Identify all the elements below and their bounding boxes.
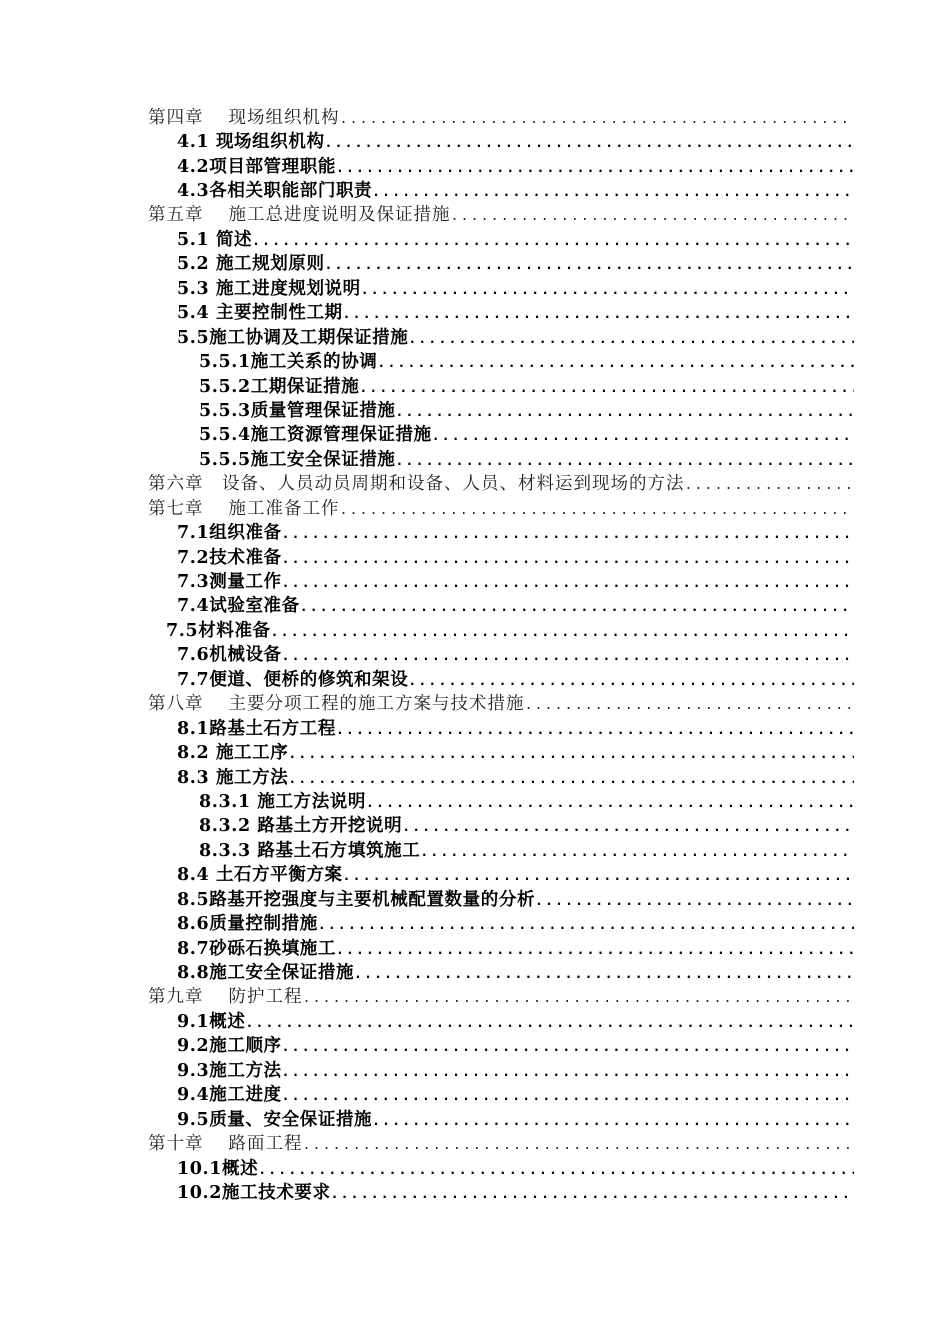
- toc-section-entry: [148, 739, 854, 763]
- toc-dot-leader: [300, 595, 854, 614]
- toc-section-entry: [148, 642, 854, 666]
- toc-entry-title: 7.6机械设备: [177, 645, 282, 666]
- toc-dot-leader: [288, 767, 854, 786]
- toc-section-entry: [148, 666, 854, 690]
- toc-entry-title: 5.3 施工进度规划说明: [177, 278, 361, 299]
- toc-dot-leader: [535, 889, 854, 908]
- toc-dot-leader: [325, 131, 854, 150]
- toc-dot-leader: [331, 1182, 854, 1201]
- toc-entry-title: 8.3.3 路基土石方填筑施工: [199, 840, 421, 861]
- toc-section-entry: [148, 886, 854, 910]
- toc-dot-leader: [325, 253, 854, 272]
- toc-section-entry: [148, 935, 854, 959]
- toc-entry-title: 5.2 施工规划原则: [177, 254, 325, 275]
- toc-section-entry: [148, 1106, 854, 1130]
- toc-dot-leader: [402, 815, 854, 834]
- toc-chapter-entry: [148, 104, 854, 128]
- toc-section-entry: [148, 544, 854, 568]
- toc-section-entry: [148, 617, 854, 641]
- toc-entry-title: 5.4 主要控制性工期: [177, 303, 343, 324]
- toc-dot-leader: [343, 302, 854, 321]
- toc-entry-title: 9.5质量、安全保证措施: [177, 1109, 373, 1130]
- toc-dot-leader: [354, 962, 854, 981]
- toc-dot-leader: [372, 180, 854, 199]
- toc-entry-title: 第十章 路面工程: [148, 1134, 303, 1155]
- toc-entry-title: 4.1 现场组织机构: [177, 132, 325, 153]
- toc-section-entry: [148, 1057, 854, 1081]
- toc-entry-title: 5.5.4施工资源管理保证措施: [199, 425, 432, 446]
- toc-section-entry: [148, 251, 854, 275]
- toc-entry-title: 第五章 施工总进度说明及保证措施: [148, 205, 451, 226]
- toc-entry-title: 10.2施工技术要求: [177, 1182, 331, 1203]
- toc-dot-leader: [366, 791, 854, 810]
- toc-entry-title: 7.1组织准备: [177, 523, 282, 544]
- toc-subsection-entry: [148, 373, 854, 397]
- toc-entry-title: 9.4施工进度: [177, 1085, 282, 1106]
- toc-dot-leader: [420, 840, 854, 859]
- toc-entry-title: 8.3.1 施工方法说明: [199, 791, 367, 812]
- toc-dot-leader: [377, 351, 854, 370]
- toc-section-entry: [148, 275, 854, 299]
- toc-entry-title: 5.5.2工期保证措施: [199, 376, 360, 397]
- toc-dot-leader: [343, 864, 854, 883]
- toc-chapter-entry: [148, 471, 854, 495]
- toc-entry-title: 8.4 土石方平衡方案: [177, 865, 343, 886]
- toc-entry-title: 9.1概述: [177, 1011, 246, 1032]
- toc-dot-leader: [396, 449, 854, 468]
- toc-entry-title: 8.7砂砾石换填施工: [177, 938, 336, 959]
- toc-dot-leader: [282, 571, 854, 590]
- toc-section-entry: [148, 1179, 854, 1203]
- toc-dot-leader: [288, 742, 854, 761]
- toc-section-entry: [148, 715, 854, 739]
- toc-entry-title: 9.3施工方法: [177, 1060, 282, 1081]
- toc-dot-leader: [252, 229, 854, 248]
- toc-entry-title: 5.5施工协调及工期保证措施: [177, 327, 409, 348]
- toc-dot-leader: [282, 1060, 854, 1079]
- toc-entry-title: 9.2施工顺序: [177, 1036, 282, 1057]
- toc-dot-leader: [336, 718, 854, 737]
- toc-entry-title: 第七章 施工准备工作: [148, 498, 340, 519]
- toc-dot-leader: [336, 938, 854, 957]
- toc-section-entry: [148, 300, 854, 324]
- toc-dot-leader: [282, 1084, 854, 1103]
- toc-dot-leader: [282, 644, 854, 663]
- toc-subsection-entry: [148, 837, 854, 861]
- toc-entry-title: 第九章 防护工程: [148, 987, 303, 1008]
- toc-subsection-entry: [148, 813, 854, 837]
- toc-entry-title: 4.3各相关职能部门职责: [177, 181, 373, 202]
- toc-dot-leader: [359, 376, 854, 395]
- toc-entry-title: 7.4试验室准备: [177, 596, 300, 617]
- toc-dot-leader: [361, 278, 854, 297]
- toc-subsection-entry: [148, 397, 854, 421]
- toc-entry-title: 第八章 主要分项工程的施工方案与技术措施: [148, 694, 525, 715]
- toc-dot-leader: [245, 1011, 854, 1030]
- toc-dot-leader: [336, 156, 854, 175]
- toc-section-entry: [148, 153, 854, 177]
- toc-section-entry: [148, 959, 854, 983]
- toc-entry-title: 7.5材料准备: [166, 620, 271, 641]
- toc-dot-leader: [271, 620, 854, 639]
- toc-entry-title: 8.3.2 路基土方开挖说明: [199, 816, 403, 837]
- toc-entry-title: 8.8施工安全保证措施: [177, 963, 355, 984]
- toc-chapter-entry: [148, 691, 854, 715]
- toc-dot-leader: [340, 107, 854, 126]
- toc-subsection-entry: [148, 348, 854, 372]
- toc-section-entry: [148, 177, 854, 201]
- toc-dot-leader: [282, 1035, 854, 1054]
- toc-section-entry: [148, 128, 854, 152]
- toc-section-entry: [148, 1082, 854, 1106]
- toc-dot-leader: [303, 986, 854, 1005]
- toc-dot-leader: [685, 473, 855, 492]
- toc-section-entry: [148, 1008, 854, 1032]
- toc-section-entry: [148, 764, 854, 788]
- toc-entry-title: 8.6质量控制措施: [177, 914, 318, 935]
- toc-section-entry: [148, 862, 854, 886]
- toc-dot-leader: [258, 1158, 854, 1177]
- toc-dot-leader: [432, 424, 854, 443]
- toc-entry-title: 4.2项目部管理职能: [177, 156, 336, 177]
- toc-entry-title: 第四章 现场组织机构: [148, 107, 340, 128]
- toc-chapter-entry: [148, 1130, 854, 1154]
- toc-chapter-entry: [148, 984, 854, 1008]
- toc-entry-title: 7.2技术准备: [177, 547, 282, 568]
- toc-dot-leader: [408, 327, 854, 346]
- toc-subsection-entry: [148, 446, 854, 470]
- toc-dot-leader: [282, 522, 854, 541]
- toc-section-entry: [148, 324, 854, 348]
- toc-dot-leader: [282, 547, 854, 566]
- toc-entry-title: 5.5.1施工关系的协调: [199, 352, 378, 373]
- toc-chapter-entry: [148, 202, 854, 226]
- toc-entry-title: 8.2 施工工序: [177, 743, 289, 764]
- toc-dot-leader: [372, 1109, 854, 1128]
- toc-entry-title: 10.1概述: [177, 1158, 259, 1179]
- toc-dot-leader: [525, 693, 854, 712]
- toc-dot-leader: [340, 498, 854, 517]
- toc-chapter-entry: [148, 495, 854, 519]
- toc-section-entry: [148, 910, 854, 934]
- toc-section-entry: [148, 519, 854, 543]
- toc-dot-leader: [451, 204, 854, 223]
- toc-entry-title: 7.7便道、便桥的修筑和架设: [177, 669, 409, 690]
- toc-entry-title: 8.3 施工方法: [177, 767, 289, 788]
- toc-entry-title: 8.5路基开挖强度与主要机械配置数量的分析: [177, 889, 536, 910]
- toc-section-entry: [148, 568, 854, 592]
- toc-entry-title: 第六章 设备、人员动员周期和设备、人员、材料运到现场的方法: [148, 474, 685, 495]
- toc-entry-title: 8.1路基土石方工程: [177, 718, 336, 739]
- toc-subsection-entry: [148, 788, 854, 812]
- toc-dot-leader: [396, 400, 854, 419]
- toc-entry-title: 5.5.3质量管理保证措施: [199, 400, 396, 421]
- toc-section-entry: [148, 593, 854, 617]
- table-of-contents: [148, 104, 854, 1204]
- toc-dot-leader: [318, 913, 854, 932]
- toc-entry-title: 5.1 简述: [177, 229, 253, 250]
- toc-section-entry: [148, 1155, 854, 1179]
- toc-dot-leader: [408, 669, 854, 688]
- toc-dot-leader: [303, 1133, 854, 1152]
- toc-subsection-entry: [148, 422, 854, 446]
- toc-section-entry: [148, 226, 854, 250]
- toc-section-entry: [148, 1033, 854, 1057]
- toc-entry-title: 5.5.5施工安全保证措施: [199, 449, 396, 470]
- toc-entry-title: 7.3测量工作: [177, 572, 282, 593]
